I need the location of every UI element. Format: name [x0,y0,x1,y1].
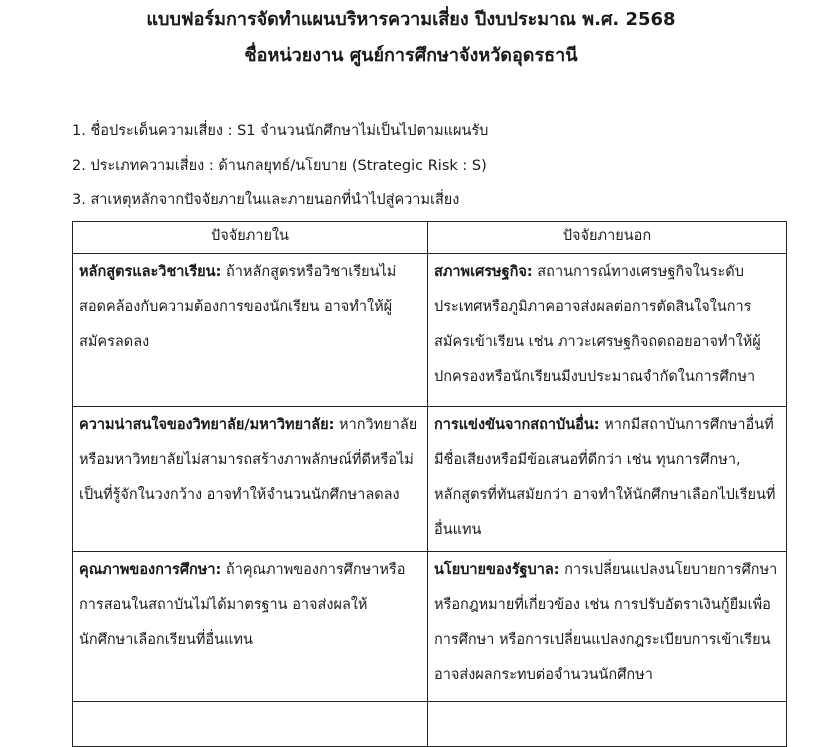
internal-factor-cell[interactable] [73,254,428,407]
factor-label: นโยบายของรัฐบาล: [434,562,560,578]
header-external-factors: ปัจจัยภายนอก [428,222,787,254]
factor-text: การเปลี่ยนแปลงนโยบายการศึกษาหรือกฎหมายที่เกี่ยวข้อง เช่น การปรับอัตราเงินกู้ยืมเพื่อการศึกษา หรือการเปลี่ยนแปลงกฎระเบียบการเข้าเรียน อาจส่งผลกระทบต่อจำนวนนักศึกษา [434,562,778,683]
factor-text: หากวิทยาลัยหรือมหาวิทยาลัยไม่สามารถสร้างภาพลักษณ์ที่ดีหรือไม่เป็นที่รู้จักในวงกว้าง อาจทำให้จำนวนนักศึกษาลดลง [79,417,418,503]
header-internal-factors: ปัจจัยภายใน [73,222,428,254]
risk-type: 2. ประเภทความเสี่ยง : ด้านกลยุทธ์/นโยบาย (Strategic Risk : S) [72,158,487,174]
agency-name: ชื่อหน่วยงาน ศูนย์การศึกษาจังหวัดอุดรธานี [244,45,578,66]
external-factor-cell[interactable] [428,552,787,702]
factor-text: สถานการณ์ทางเศรษฐกิจในระดับประเทศหรือภูมิภาคอาจส่งผลต่อการตัดสินใจในการสมัครเข้าเรียน เช่น ภาวะเศรษฐกิจถดถอยอาจทำให้ผู้ปกครองหรือนักเรียนมีงบประมาณจำกัดในการศึกษา [434,264,761,385]
internal-factor-cell[interactable] [73,702,428,747]
table-row [73,407,787,552]
factor-label: คุณภาพของการศึกษา: [79,562,222,578]
external-factor-cell[interactable] [428,702,787,747]
factor-label: หลักสูตรและวิชาเรียน: [79,264,222,280]
factor-text: ถ้าคุณภาพของการศึกษาหรือการสอนในสถาบันไม่ได้มาตรฐาน อาจส่งผลให้นักศึกษาเลือกเรียนที่อื่นแทน [79,562,406,648]
table-row [73,552,787,702]
factor-label: การแข่งขันจากสถาบันอื่น: [434,417,600,433]
factor-text: หากมีสถาบันการศึกษาอื่นที่มีชื่อเสียงหรือมีข้อเสนอที่ดีกว่า เช่น ทุนการศึกษา, หลักสูตรที่ทันสมัยกว่า อาจทำให้นักศึกษาเลือกไปเรียนที่อื่นแทน [434,417,776,538]
table-row [73,702,787,747]
external-factor-cell[interactable] [428,254,787,407]
factor-text: ถ้าหลักสูตรหรือวิชาเรียนไม่สอดคล้องกับความต้องการของนักเรียน อาจทำให้ผู้สมัครลดลง [79,264,397,350]
factor-label: ความน่าสนใจของวิทยาลัย/มหาวิทยาลัย: [79,417,335,433]
risk-factors-table [72,221,787,747]
internal-factor-cell[interactable] [73,407,428,552]
table-header-row [73,222,787,254]
form-title: แบบฟอร์มการจัดทำแผนบริหารความเสี่ยง ปีงบประมาณ พ.ศ. 2568 [146,9,676,30]
table-row [73,254,787,407]
factor-label: สภาพเศรษฐกิจ: [434,264,533,280]
risk-causes-heading: 3. สาเหตุหลักจากปัจจัยภายในและภายนอกที่นำไปสู่ความเสี่ยง [72,192,460,208]
external-factor-cell[interactable] [428,407,787,552]
internal-factor-cell[interactable] [73,552,428,702]
risk-issue-name: 1. ชื่อประเด็นความเสี่ยง : S1 จำนวนนักศึกษาไม่เป็นไปตามแผนรับ [72,123,489,139]
